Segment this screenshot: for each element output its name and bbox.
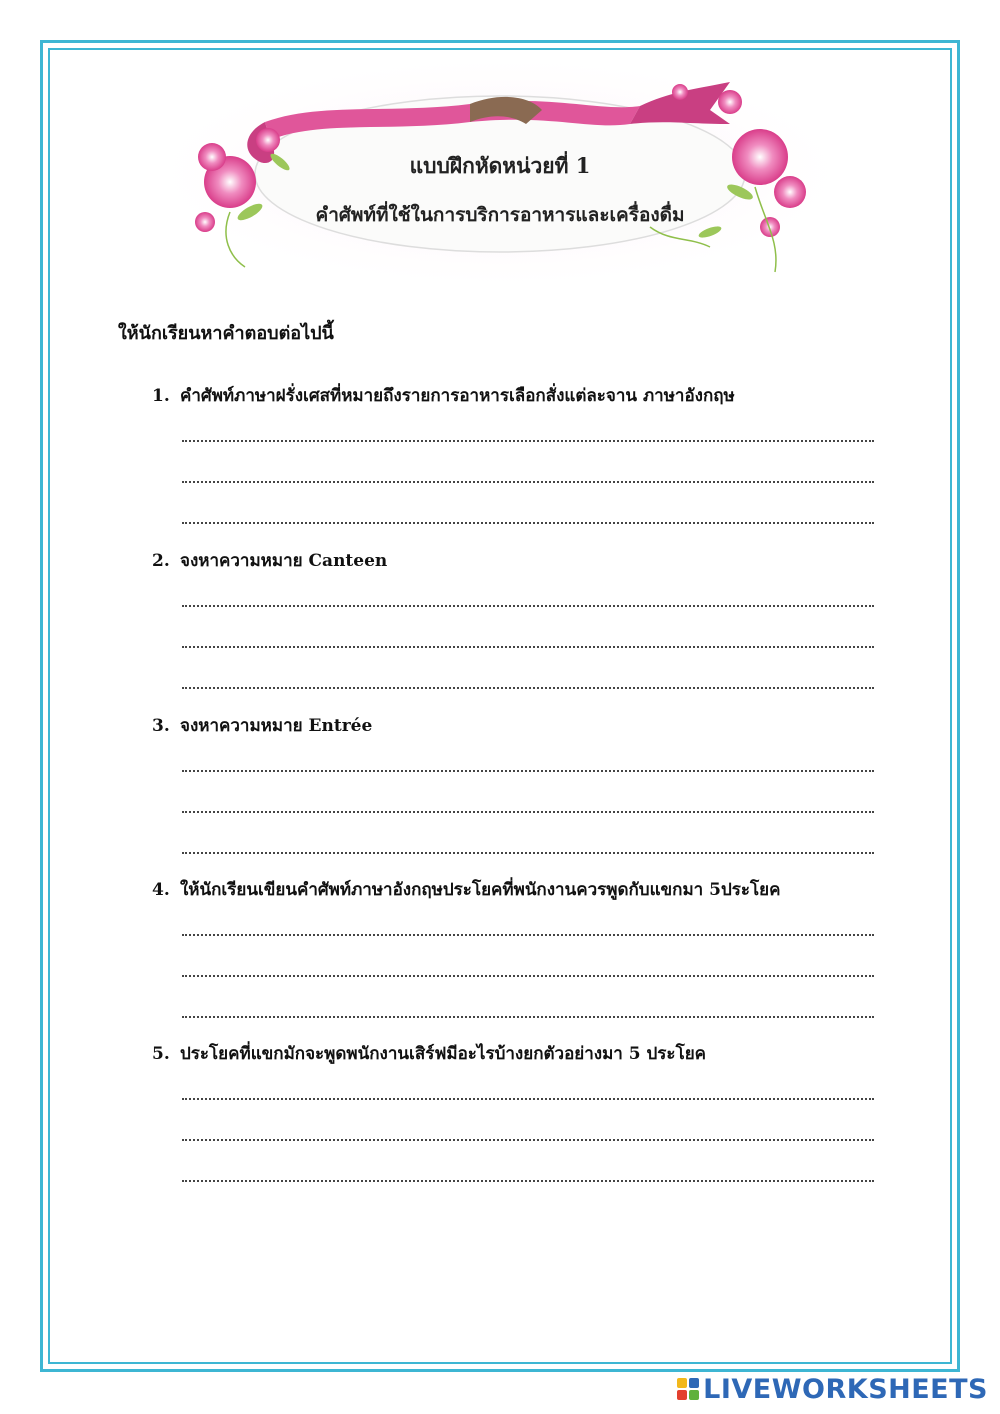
question-5 — [152, 1040, 892, 1068]
answer-line[interactable] — [182, 481, 874, 483]
question-number: 4. — [152, 880, 170, 900]
answer-line[interactable] — [182, 975, 874, 977]
question-3 — [152, 712, 892, 740]
answer-line[interactable] — [182, 605, 874, 607]
question-number: 1. — [152, 386, 170, 406]
question-text: ให้นักเรียนเขียนคำศัพท์ภาษาอังกฤษประโยคที่พนักงานควรพูดกับแขกมา 5ประโยค — [180, 880, 781, 900]
answer-line[interactable] — [182, 811, 874, 813]
answer-line[interactable] — [182, 687, 874, 689]
question-number: 3. — [152, 716, 170, 736]
answer-line[interactable] — [182, 440, 874, 442]
question-text: จงหาความหมาย Canteen — [180, 551, 388, 571]
question-4 — [152, 876, 892, 904]
answer-line[interactable] — [182, 852, 874, 854]
question-text: ประโยคที่แขกมักจะพูดพนักงานเสิร์ฟมีอะไรบ้างยกตัวอย่างมา 5 ประโยค — [180, 1044, 707, 1064]
answer-line[interactable] — [182, 522, 874, 524]
answer-line[interactable] — [182, 646, 874, 648]
answer-line[interactable] — [182, 1180, 874, 1182]
liveworksheets-logo — [677, 1374, 988, 1404]
question-1 — [152, 382, 892, 410]
question-2 — [152, 547, 892, 575]
question-number: 5. — [152, 1044, 170, 1064]
question-number: 2. — [152, 551, 170, 571]
worksheet-subtitle: คำศัพท์ที่ใช้ในการบริการอาหารและเครื่องดื่ม — [315, 204, 685, 226]
answer-line[interactable] — [182, 934, 874, 936]
answer-line[interactable] — [182, 1016, 874, 1018]
title-banner — [170, 62, 830, 282]
answer-line[interactable] — [182, 1139, 874, 1141]
answer-line[interactable] — [182, 770, 874, 772]
question-text: คำศัพท์ภาษาฝรั่งเศสที่หมายถึงรายการอาหารเลือกสั่งแต่ละจาน ภาษาอังกฤษ — [180, 386, 735, 406]
worksheet-title: แบบฝึกหัดหน่วยที่ 1 — [409, 153, 591, 178]
answer-line[interactable] — [182, 1098, 874, 1100]
question-text: จงหาความหมาย Entrée — [180, 716, 373, 736]
liveworksheets-icon — [677, 1378, 699, 1400]
instruction-text: ให้นักเรียนหาคำตอบต่อไปนี้ — [118, 323, 334, 344]
liveworksheets-wordmark: LIVEWORKSHEETS — [703, 1373, 988, 1405]
